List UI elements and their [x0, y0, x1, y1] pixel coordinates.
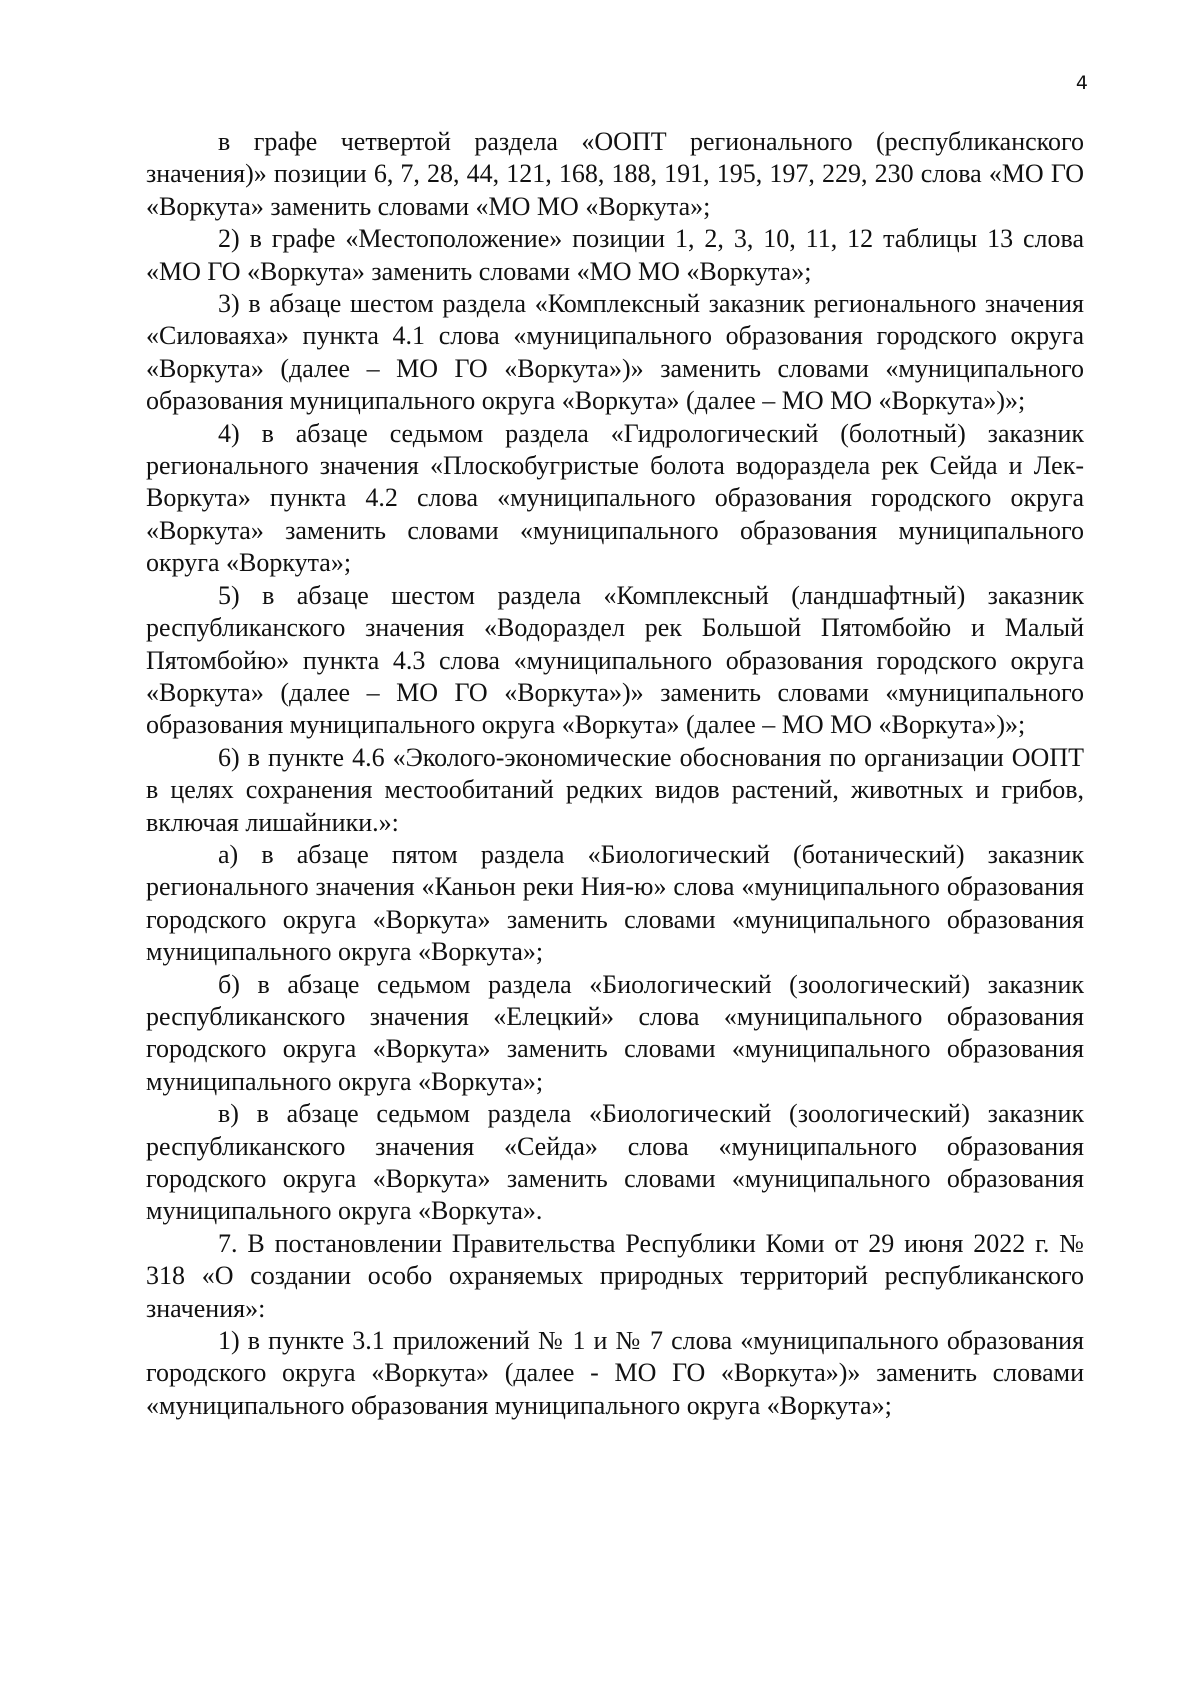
paragraph-item-3: 3) в абзаце шестом раздела «Комплексный заказник регионального значения «Силоваяха» пункта 4.1 слова «муниципального образования городского округа «Воркута» (далее – МО ГО «Воркута»)» заменить словами «муниципального образования муниципального округа «Воркута» (далее – МО МО «Воркута»)»;: [146, 289, 1084, 416]
document-body: [146, 126, 1084, 1422]
paragraph-section-7: 7. В постановлении Правительства Республики Коми от 29 июня 2022 г. № 318 «О создании особо охраняемых природных территорий республиканского значения»:: [146, 1228, 1084, 1323]
paragraph-subitem-a: а) в абзаце пятом раздела «Биологический (ботанический) заказник регионального значения «Каньон реки Ния-ю» слова «муниципального образования городского округа «Воркута» заменить словами «муниципального образования муниципального округа «Воркута»;: [146, 839, 1084, 967]
paragraph-item-4: 4) в абзаце седьмом раздела «Гидрологический (болотный) заказник регионального значения «Плоскобугристые болота водораздела рек Сейда и Лек-Воркута» пункта 4.2 слова «муниципального образования городского округа «Воркута» заменить словами «муниципального образования муниципального округа «Воркута»;: [146, 418, 1084, 578]
paragraph-item-2: 2) в графе «Местоположение» позиции 1, 2, 3, 10, 11, 12 таблицы 13 слова «МО ГО «Воркута» заменить словами «МО МО «Воркута»;: [146, 224, 1084, 286]
paragraph-subitem-b: б) в абзаце седьмом раздела «Биологический (зоологический) заказник республиканского значения «Елецкий» слова «муниципального образования городского округа «Воркута» заменить словами «муниципального образования муниципального округа «Воркута»;: [146, 969, 1084, 1096]
page-number: 4: [1075, 72, 1088, 94]
paragraph-graph-fourth: в графе четвертой раздела «ООПТ регионального (республиканского значения)» позиции 6, 7, 28, 44, 121, 168, 188, 191, 195, 197, 229, 230 слова «МО ГО «Воркута» заменить словами «МО МО «Воркута»;: [146, 127, 1084, 221]
paragraph-item-5: 5) в абзаце шестом раздела «Комплексный (ландшафтный) заказник республиканского значения «Водораздел рек Большой Пятомбойю и Малый Пятомбойю» пункта 4.3 слова «муниципального образования городского округа «Воркута» (далее – МО ГО «Воркута»)» заменить словами «муниципального образования муниципального округа «Воркута» (далее – МО МО «Воркута»)»;: [146, 580, 1084, 740]
paragraph-subitem-v: в) в абзаце седьмом раздела «Биологический (зоологический) заказник республиканского значения «Сейда» слова «муниципального образования городского округа «Воркута» заменить словами «муниципального образования муниципального округа «Воркута».: [146, 1099, 1084, 1226]
paragraph-section-7-item-1: 1) в пункте 3.1 приложений № 1 и № 7 слова «муниципального образования городского округа «Воркута» (далее - МО ГО «Воркута»)» заменить словами «муниципального образования муниципального округа «Воркута»;: [146, 1326, 1084, 1420]
paragraph-item-6: 6) в пункте 4.6 «Эколого-экономические обоснования по организации ООПТ в целях сохранения местообитаний редких видов растений, животных и грибов, включая лишайники.»:: [146, 742, 1084, 837]
